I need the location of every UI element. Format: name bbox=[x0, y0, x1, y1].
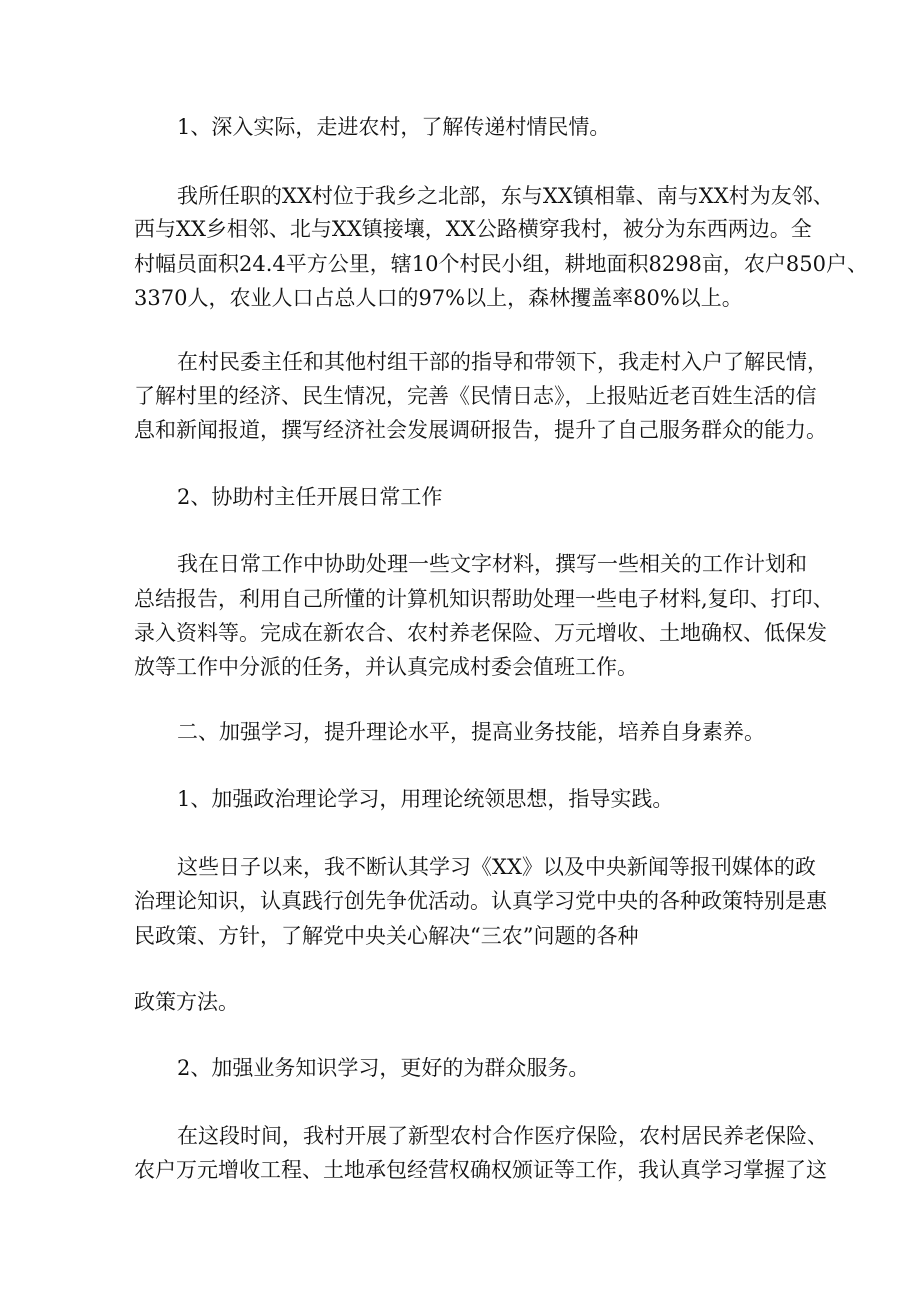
paragraph-line: 农户万元增收工程、土地承包经营权确权颁证等工作，我认真学习掌握了这 bbox=[134, 1158, 827, 1182]
section-heading: 2、协助村主任开展日常工作 bbox=[177, 485, 443, 509]
paragraph-line: 在村民委主任和其他村组干部的指导和带领下，我走村入户了解民情， bbox=[177, 350, 828, 374]
paragraph-line: 总结报告，利用自己所懂的计算机知识帮助处理一些电子材料,复印、打印、 bbox=[134, 587, 834, 611]
paragraph-line: 在这段时间，我村开展了新型农村合作医疗保险，农村居民养老保险、 bbox=[177, 1124, 828, 1148]
paragraph-line: 这些日子以来，我不断认其学习《XX》以及中央新闻等报刊媒体的政 bbox=[177, 855, 816, 879]
paragraph-line: 政策方法。 bbox=[134, 990, 239, 1014]
section-heading: 1、加强政治理论学习，用理论统领思想，指导实践。 bbox=[177, 787, 674, 811]
paragraph-line: 了解村里的经济、民生情况，完善《民情日志》，上报贴近老百姓生活的信 bbox=[134, 384, 817, 408]
paragraph-line: 3370人，农业人口占总人口的97%以上，森林攫盖率80%以上。 bbox=[134, 286, 743, 310]
paragraph-line: 放等工作中分派的任务，并认真完成村委会值班工作。 bbox=[134, 655, 638, 679]
paragraph-line: 村幅员面积24.4平方公里，辖10个村民小组，耕地面积8298亩，农户850户、 bbox=[134, 252, 869, 276]
paragraph-line: 民政策、方针，了解党中央关心解决“三农”问题的各种 bbox=[134, 924, 639, 948]
section-heading: 二、加强学习，提升理论水平，提高业务技能，培养自身素养。 bbox=[177, 720, 765, 744]
paragraph-line: 我在日常工作中协助处理一些文字材料，撰写一些相关的工作计划和 bbox=[177, 552, 807, 576]
paragraph-line: 西与XX乡相邻、北与XX镇接壤，XX公路横穿我村，被分为东西两边。全 bbox=[134, 217, 812, 241]
paragraph-line: 治理论知识，认真践行创先争优活动。认真学习党中央的各种政策特别是惠 bbox=[134, 889, 827, 913]
paragraph-line: 录入资料等。完成在新农合、农村养老保险、万元增收、土地确权、低保发 bbox=[134, 621, 827, 645]
paragraph-line: 息和新闻报道，撰写经济社会发展调研报告，提升了自己服务群众的能力。 bbox=[134, 418, 827, 442]
section-heading: 2、加强业务知识学习，更好的为群众服务。 bbox=[177, 1056, 590, 1080]
paragraph-line: 我所任职的XX村位于我乡之北部，东与XX镇相靠、南与XX村为友邻、 bbox=[177, 184, 834, 208]
section-heading: 1、深入实际，走进农村，了解传递村情民情。 bbox=[177, 115, 611, 139]
